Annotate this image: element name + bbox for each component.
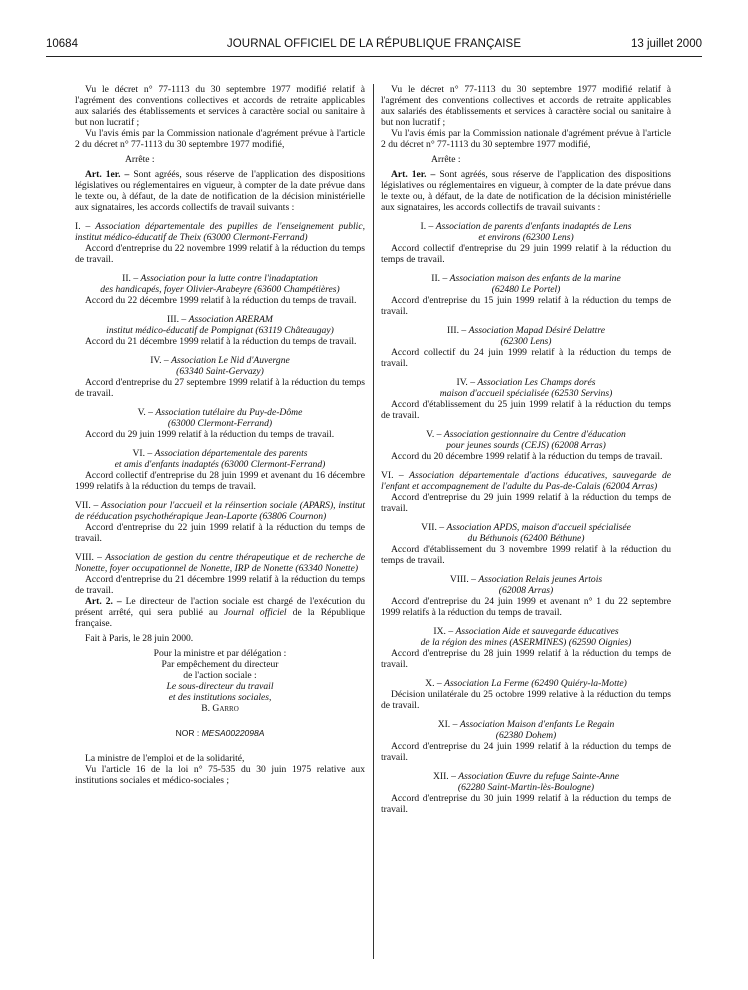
right-item-i-name1: Association de parents d'enfants inadaptés de Lens [435, 221, 632, 232]
right-item-viii-text: Accord d'entreprise du 24 juin 1999 et avenant n° 1 du 22 septembre 1999 relatifs à la réduction du temps de travail. [381, 596, 671, 618]
right-item-vi-num: VI. – [381, 470, 404, 481]
right-item-ii-text: Accord d'entreprise du 15 juin 1999 relatif à la réduction du temps de travail. [381, 295, 671, 317]
left-item-iii-text: Accord du 21 décembre 1999 relatif à la réduction du temps de travail. [85, 336, 357, 347]
right-item-xii-text: Accord d'entreprise du 30 juin 1999 relatif à la réduction du temps de travail. [381, 793, 671, 815]
signatory-name: B. Garro [201, 703, 239, 714]
left-art1-text: Sont agréés, sous réserve de l'application des dispositions législatives ou réglementaires en vigueur, à compter de la date prévue dans le texte ou, à défaut, de la date de notification de la décision ministérielle aux signataires, les accords collectifs de travail suivants : [75, 169, 365, 213]
right-item-viii-num: VIII. – [449, 574, 476, 585]
left-item-iv-text: Accord d'entreprise du 27 septembre 1999 relatif à la réduction du temps de travail. [75, 377, 365, 399]
right-item-iii-name1: Association Mapad Désiré Delattre [468, 325, 605, 336]
right-item-ii-name1: Association maison des enfants de la marine [449, 273, 621, 284]
left-item-viii-title [75, 552, 365, 574]
right-arrete: Arrête : [431, 154, 461, 165]
right-item-xi-num: XI. – [437, 719, 458, 730]
left-fait: Fait à Paris, le 28 juin 2000. [85, 633, 194, 644]
page-header [46, 38, 702, 56]
left-item-iv-name2: (63340 Saint-Gervazy) [176, 366, 264, 377]
right-item-xi-title [381, 719, 671, 741]
right-item-v-name1: Association gestionnaire du Centre d'éducation [443, 429, 626, 440]
left-item-i-title [75, 221, 365, 243]
left-vu-loi: Vu l'article 16 de la loi n° 75-535 du 30 juin 1975 relative aux institutions sociales et médico-sociales ; [75, 764, 365, 786]
left-item-i-num: I. – [75, 221, 91, 232]
right-item-xii-name1: Association Œuvre du refuge Sainte-Anne [458, 771, 620, 782]
nor-code: MESA0022098A [201, 728, 265, 738]
left-column [75, 84, 365, 786]
right-item-vii-num: VII. – [421, 522, 445, 533]
left-item-v-name1: Association tutélaire du Puy-de-Dôme [155, 407, 303, 418]
left-item-vi-title [75, 448, 365, 470]
right-item-i-num: I. – [420, 221, 434, 232]
right-item-vi-text: Accord d'entreprise du 29 juin 1999 relatif à la réduction du temps de travail. [381, 492, 671, 514]
left-art2-journal: Journal officiel [224, 607, 287, 618]
right-item-v-num: V. – [426, 429, 442, 440]
left-item-v-num: V. – [137, 407, 153, 418]
signature-line-2: Par empêchement du directeur [161, 659, 279, 670]
left-arrete: Arrête : [125, 154, 155, 165]
left-article-1 [75, 169, 365, 213]
left-item-viii-text: Accord d'entreprise du 21 décembre 1999 relatif à la réduction du temps de travail. [75, 574, 365, 596]
left-ministre: La ministre de l'emploi et de la solidarité, [85, 753, 245, 764]
right-item-iv-text: Accord d'établissement du 25 juin 1999 relatif à la réduction du temps de travail. [381, 399, 671, 421]
right-item-i-name2: et environs (62300 Lens) [478, 232, 574, 243]
left-art1-label: Art. 1er. – [85, 169, 130, 180]
left-item-iii-num: III. – [167, 314, 187, 325]
left-item-i-text: Accord d'entreprise du 22 novembre 1999 relatif à la réduction du temps de travail. [75, 243, 365, 265]
left-item-vii-name: Association pour l'accueil et la réinsertion sociale (APARS), institut de rééducation psychothérapique Jean-Laporte (63806 Cournon) [75, 500, 365, 522]
left-item-viii-num: VIII. – [75, 552, 102, 563]
left-item-iv-title [75, 355, 365, 377]
right-item-i-text: Accord collectif d'entreprise du 29 juin 1999 relatif à la réduction du temps de travail. [381, 243, 671, 265]
right-item-iii-name2: (62300 Lens) [500, 336, 552, 347]
right-item-v-name2: pour jeunes sourds (CEJS) (62008 Arras) [446, 440, 606, 451]
signature-line-4: Le sous-directeur du travail [166, 681, 274, 692]
right-item-x-num: X. – [425, 678, 442, 689]
right-item-i-title [381, 221, 671, 243]
left-item-vii-title [75, 500, 365, 522]
issue-date: 13 juillet 2000 [631, 38, 702, 50]
right-item-ii-title [381, 273, 671, 295]
right-art1-text: Sont agréés, sous réserve de l'application des dispositions législatives ou réglementaires en vigueur, à compter de la date prévue dans le texte ou, à défaut, de la date de notification de la décision ministérielle aux signataires, les accords collectifs de travail suivants : [381, 169, 671, 213]
right-item-ix-num: IX. – [433, 626, 454, 637]
signature-line-1: Pour la ministre et par délégation : [153, 648, 287, 659]
right-item-viii-title [381, 574, 671, 596]
right-item-ix-text: Accord d'entreprise du 28 juin 1999 relatif à la réduction du temps de travail. [381, 648, 671, 670]
right-item-ii-num: II. – [431, 273, 448, 284]
left-item-vii-text: Accord d'entreprise du 22 juin 1999 relatif à la réduction du temps de travail. [75, 522, 365, 544]
right-art1-label: Art. 1er. – [391, 169, 436, 180]
left-item-iv-name1: Association Le Nid d'Auvergne [171, 355, 290, 366]
left-item-ii-title [75, 273, 365, 295]
left-item-v-title [75, 407, 365, 429]
journal-title: JOURNAL OFFICIEL DE LA RÉPUBLIQUE FRANÇAISE [226, 38, 522, 50]
right-item-x-name: Association La Ferme (62490 Quiéry-la-Motte) [444, 678, 627, 689]
left-item-v-name2: (63000 Clermont-Ferrand) [167, 418, 273, 429]
right-item-v-text: Accord du 20 décembre 1999 relatif à la réduction du temps de travail. [391, 451, 663, 462]
right-vu-avis: Vu l'avis émis par la Commission nationale d'agrément prévue à l'article 2 du décret n° 77-1113 du 30 septembre 1977 modifié, [381, 128, 671, 150]
right-item-v-title [381, 429, 671, 451]
right-item-ix-name2: de la région des mines (ASERMINES) (62590 Oignies) [420, 637, 632, 648]
right-item-ix-title [381, 626, 671, 648]
right-item-xi-text: Accord d'entreprise du 24 juin 1999 relatif à la réduction du temps de travail. [381, 741, 671, 763]
right-item-iii-title [381, 325, 671, 347]
right-item-x-text: Décision unilatérale du 25 octobre 1999 relative à la réduction du temps de travail. [381, 689, 671, 711]
left-item-ii-num: II. – [122, 273, 139, 284]
right-item-iv-name1: Association Les Champs dorés [477, 377, 596, 388]
left-item-viii-name: Association de gestion du centre thérapeutique et de recherche de Nonette, foyer occupationnel de Nonette, IRP de Nonette (63340 Nonette) [75, 552, 365, 574]
nor-reference [75, 728, 365, 739]
right-item-viii-name2: (62008 Arras) [498, 585, 554, 596]
right-item-xii-title [381, 771, 671, 793]
right-item-vii-name1: Association APDS, maison d'accueil spécialisée [446, 522, 631, 533]
right-item-x-title [381, 678, 671, 689]
left-item-vi-text: Accord collectif d'entreprise du 28 juin 1999 et avenant du 16 décembre 1999 relatifs à la réduction du temps de travail. [75, 470, 365, 492]
signature-line-5: et des institutions sociales, [168, 692, 272, 703]
right-item-iv-name2: maison d'accueil spécialisée (62530 Servins) [439, 388, 613, 399]
right-item-viii-name1: Association Relais jeunes Artois [478, 574, 603, 585]
left-item-vi-name1: Association départementale des parents [154, 448, 308, 459]
left-art2-text-b: de la République française. [75, 607, 365, 629]
left-item-ii-text: Accord du 22 décembre 1999 relatif à la réduction du temps de travail. [85, 295, 357, 306]
left-item-ii-name1: Association pour la lutte contre l'inadaptation [140, 273, 318, 284]
left-item-vi-name2: et amis d'enfants inadaptés (63000 Clermont-Ferrand) [114, 459, 326, 470]
right-item-vii-text: Accord d'établissement du 3 novembre 1999 relatif à la réduction du temps de travail. [381, 544, 671, 566]
right-item-iv-num: IV. – [456, 377, 475, 388]
right-item-iv-title [381, 377, 671, 399]
left-item-vii-num: VII. – [75, 500, 99, 511]
right-item-iii-text: Accord collectif du 24 juin 1999 relatif à la réduction du temps de travail. [381, 347, 671, 369]
right-item-vii-title [381, 522, 671, 544]
right-item-xii-name2: (62280 Saint-Martin-lès-Boulogne) [457, 782, 595, 793]
left-item-iii-name2: institut médico-éducatif de Pompignat (63119 Châteaugay) [106, 325, 334, 336]
header-rule [46, 56, 702, 57]
right-vu-decret: Vu le décret n° 77-1113 du 30 septembre 1977 modifié relatif à l'agrément des conventions collectives et accords de retraite applicables aux salariés des établissements et services à caractère social ou sanitaire à but non lucratif ; [381, 84, 671, 128]
right-item-vii-name2: du Béthunois (62400 Béthune) [467, 533, 585, 544]
right-column [381, 84, 671, 815]
left-item-iii-name1: Association ARERAM [188, 314, 273, 325]
right-item-ii-name2: (62480 Le Portel) [491, 284, 561, 295]
right-item-xi-name1: Association Maison d'enfants Le Regain [459, 719, 615, 730]
right-item-vi-title [381, 470, 671, 492]
left-item-vi-num: VI. – [132, 448, 153, 459]
column-divider [373, 84, 374, 959]
left-item-iv-num: IV. – [150, 355, 169, 366]
left-vu-avis: Vu l'avis émis par la Commission nationale d'agrément prévue à l'article 2 du décret n° 77-1113 du 30 septembre 1977 modifié, [75, 128, 365, 150]
left-article-2 [75, 596, 365, 629]
left-item-ii-name2: des handicapés, foyer Olivier-Arabeyre (63600 Champétières) [100, 284, 340, 295]
left-item-i-name: Association départementale des pupilles de l'enseignement public, institut médico-éducatif de Theix (63000 Clermont-Ferrand) [75, 221, 365, 243]
right-item-xii-num: XII. – [432, 771, 456, 782]
page-number: 10684 [46, 38, 78, 50]
right-item-iii-num: III. – [447, 325, 467, 336]
left-vu-decret: Vu le décret n° 77-1113 du 30 septembre 1977 modifié relatif à l'agrément des conventions collectives et accords de retraite applicables aux salariés des établissements et services à caractère social ou sanitaire à but non lucratif ; [75, 84, 365, 128]
nor-label: NOR : [175, 728, 200, 738]
left-art2-text-a: Le directeur de l'action sociale est chargé de l'exécution du présent arrêté, qui sera publié au [75, 596, 365, 618]
left-item-v-text: Accord du 29 juin 1999 relatif à la réduction du temps de travail. [85, 429, 335, 440]
right-item-xi-name2: (62380 Dohem) [495, 730, 557, 741]
left-art2-label: Art. 2. – [85, 596, 122, 607]
left-item-iii-title [75, 314, 365, 336]
right-item-ix-name1: Association Aide et sauvegarde éducatives [455, 626, 619, 637]
right-item-vi-name: Association départementale d'actions éducatives, sauvegarde de l'enfant et accompagnement de l'adulte du Pas-de-Calais (62004 Arras) [381, 470, 672, 492]
signature-line-3: de l'action sociale : [183, 670, 257, 681]
right-article-1 [381, 169, 671, 213]
